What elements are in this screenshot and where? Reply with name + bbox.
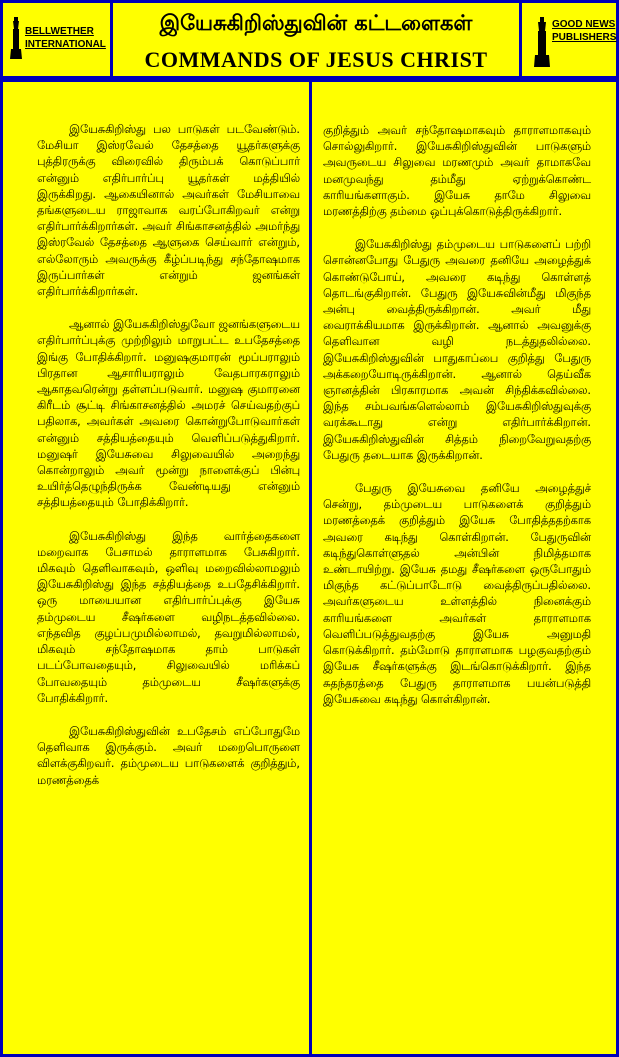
title-english: COMMANDS OF JESUS CHRIST bbox=[144, 47, 488, 72]
paragraph: இயேசுகிறிஸ்து தம்முடைய பாடுகளைப் பற்றி சொன்னபோது பேதுரு அவரை தனியே அழைத்துக் கொண்டுபோய், அவரை கடிந்து கொள்ளத் தொடங்குகிறான். பேதுரு இயேசுவின்மீது மிகுந்த அன்பு வைத்திருக்கிறான். அவர் மீது வைராக்கியமாக இருக்கிறான். ஆனால் அவனுக்கு தெளிவான வழி நடத்துதலில்லை. இயேசுகிறிஸ்துவின் பாதுகாப்பை குறித்து பேதுரு அக்கறையோடிருக்கிறான். ஆனால் தெய்வீக ஞானத்தின் பிரகாரமாக அவன் சிந்திக்கவில்லை. இந்த சம்பவங்களெல்லாம் இயேசுகிறிஸ்துவுக்கு வரக்கூடாது என்று எதிர்பார்க்கிறான். இயேசுகிறிஸ்துவின் சித்தம் நிறைவேறுவதற்கு பேதுரு தடையாக இருக்கிறான். bbox=[323, 238, 591, 462]
good-news-logo[interactable] bbox=[519, 0, 619, 79]
header bbox=[0, 0, 619, 79]
right-logo-line1: GOOD NEWS bbox=[552, 19, 616, 30]
paragraph: இயேசுகிறிஸ்துவின் உபதேசம் எப்போதுமே தெளிவாக இருக்கும். அவர் மறைபொருளை விளக்குகிறவர். தம்முடைய பாடுகளைக் குறித்தும், மரணத்தைக் bbox=[37, 724, 300, 787]
paragraph: ஆனால் இயேசுகிறிஸ்துவோ ஜனங்களுடைய எதிர்பார்ப்புக்கு முற்றிலும் மாறுபட்ட உபதேசத்தை இங்கு போதிக்கிறார். மனுஷகுமாரன் மூப்பராலும் பிரதான ஆசாரியராலும் வேதபாரகராலும் ஆகாதவரென்று தள்ளப்படுவார். மனுஷ குமாரனை கிரீடம் சூட்டி சிங்காசனத்தில் அமரச் செய்வதற்குப் பதிலாக, அவர்கள் அவரை கொன்றுபோடுவார்கள் என்னும் சத்தியத்தையும் வெளிப்படுத்துகிறார். மனுஷர் இயேசுவை சிலுவையில் அறைந்து கொன்றாலும் அவர் மூன்று நாளைக்குப் பின்பு உயிர்த்தெழுந்திருக்க வேண்டியது என்னும் சத்தியத்தையும் போதிக்கிறார். bbox=[37, 318, 300, 510]
right-column-text bbox=[323, 123, 591, 725]
right-logo-text bbox=[552, 18, 616, 44]
left-logo-line2: INTERNATIONAL bbox=[25, 39, 106, 50]
left-column-text bbox=[37, 122, 300, 806]
paragraph: பேதுரு இயேசுவை தனியே அழைத்துச் சென்று, தம்முடைய பாடுகளைக் குறித்தும் மரணத்தைக் குறித்தும் இயேசு போதித்ததற்காக அவரை கடிந்து கொள்கிறான். பேதுருவின் கடிந்துகொள்ளுதல் அன்பின் நிமித்தமாக உண்டாயிற்று. இயேசு தமது சீஷர்களை ஒருபோதும் மிகுந்த கட்டுப்பாடோடு வைத்திருப்பதில்லை. அவர்களுடைய உள்ளத்தில் நினைக்கும் காரியங்களை அவர்கள் தாராளமாக வெளிப்படுத்துவதற்கு இயேசு அனுமதி கொடுக்கிறார். தம்மோடு தாராளமாக பழகுவதற்கும் இயேசு சீஷர்களுக்கு இடங்கொடுக்கிறார். இந்த சுதந்தரத்தை பேதுரு தாராளமாக பயன்படுத்தி இயேசுவை கடிந்து கொள்கிறான். bbox=[323, 482, 591, 706]
paragraph: இயேசுகிறிஸ்து பல பாடுகள் படவேண்டும். மேசியா இஸ்ரவேல் தேசத்தை யூதர்களுக்கு புத்திரருக்கு விரைவில் திரும்பக் கொடுப்பார் என்னும் எதிர்பார்ப்பு யூதர்கள் மத்தியில் இருக்கிறது. ஆகையினால் அவர்கள் மேசியாவை தங்களுடைய ராஜாவாக வரப்போகிறவர் என்று எதிர்பார்க்கிறார்கள். அவர் சிங்காசனத்தில் அமர்ந்து இஸ்ரவேல் தேசத்தை ஆளுகை செய்வார் என்றும், எல்லோரும் அவருக்கு கீழ்ப்படிந்து சந்தோஷமாக இருப்பார்கள் என்றும் ஜனங்கள் எதிர்பார்க்கிறார்கள். bbox=[37, 123, 300, 299]
tower-icon bbox=[10, 17, 22, 59]
left-logo-line1: BELLWETHER bbox=[25, 26, 94, 37]
tower-icon bbox=[534, 17, 550, 67]
left-column bbox=[0, 79, 312, 1057]
right-column bbox=[309, 79, 619, 1057]
left-logo-text bbox=[25, 25, 106, 51]
bellwether-logo[interactable] bbox=[0, 0, 113, 79]
right-logo-line2: PUBLISHERS bbox=[552, 32, 617, 43]
title-box bbox=[110, 0, 522, 79]
paragraph: இயேசுகிறிஸ்து இந்த வார்த்தைகளை மறைவாக பேசாமல் தாராளமாக பேசுகிறார். மிகவும் தெளிவாகவும், ஒளிவு மறைவில்லாமலும் இயேசுகிறிஸ்து இந்த சத்தியத்தை உபதேசிக்கிறார். ஒரு மாயையான எதிர்பார்ப்புக்கு இயேசு தம்முடைய சீஷர்களை வழிநடத்தவில்லை. எந்தவித குழப்பமுமில்லாமல், தவறுமில்லாமல், மிகவும் சந்தோஷமாக தாம் பாடுகள் படப்போவதையும், சிலுவையில் மரிக்கப் போவதையும் தம்முடைய சீஷர்களுக்கு போதிக்கிறார். bbox=[37, 529, 300, 705]
paragraph: குறித்தும் அவர் சந்தோஷமாகவும் தாராளமாகவும் சொல்லுகிறார். இயேசுகிறிஸ்துவின் பாடுகளும் அவருடைய சிலுவை மரணமும் அவர் தாமாகவே மனமுவந்து தம்மீது ஏற்றுக்கொண்ட காரியங்களாகும். இயேசு தாமே சிலுவை மரணத்திற்கு தம்மை ஒப்புக்கொடுத்திருக்கிறார். bbox=[323, 124, 591, 219]
title-tamil: இயேசுகிறிஸ்துவின் கட்டளைகள் bbox=[159, 11, 473, 35]
